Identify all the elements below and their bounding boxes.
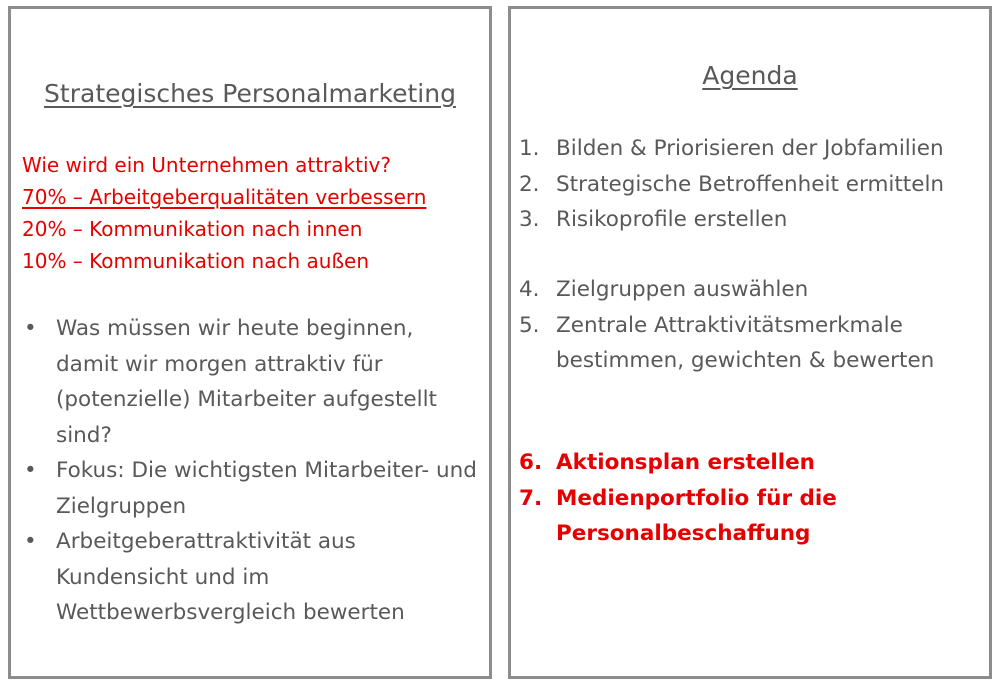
agenda-group-2	[519, 272, 989, 379]
agenda-number: 3.	[519, 207, 540, 232]
agenda-item-5	[519, 308, 989, 379]
agenda-title: Agenda	[702, 61, 798, 90]
left-panel	[8, 6, 492, 679]
agenda-item-4	[519, 272, 989, 308]
agenda-text: Zielgruppen auswählen	[556, 277, 809, 302]
agenda-item-7	[519, 481, 989, 552]
red-line-10: 10% – Kommunikation nach außen	[22, 249, 370, 273]
bullet-text: Was müssen wir heute beginnen, damit wir morgen attraktiv für (potenzielle) Mitarbeiter aufgestellt sind?	[56, 316, 437, 448]
bullet-text: Fokus: Die wichtigsten Mitarbeiter- und Zielgruppen	[56, 458, 477, 519]
agenda-item-1	[519, 131, 989, 167]
bullet-icon: •	[24, 529, 37, 554]
red-line-question: Wie wird ein Unternehmen attraktiv?	[22, 153, 391, 177]
bullet-item	[22, 524, 482, 631]
red-highlight-block	[22, 149, 426, 277]
agenda-group-1	[519, 131, 989, 238]
agenda-text: Risikoprofile erstellen	[556, 207, 788, 232]
red-line-70: 70% – Arbeitgeberqualitäten verbessern	[22, 185, 427, 209]
bullet-icon: •	[24, 458, 37, 483]
agenda-text: Bilden & Priorisieren der Jobfamilien	[556, 136, 944, 161]
bullet-item	[22, 311, 482, 453]
bullet-item	[22, 453, 482, 524]
agenda-number: 5.	[519, 312, 540, 338]
agenda-text: Zentrale Attraktivitätsmerkmale bestimmen, gewichten & bewerten	[556, 312, 935, 373]
bullet-text: Arbeitgeberattraktivität aus Kundensicht und im Wettbewerbsvergleich bewerten	[56, 529, 405, 625]
agenda-item-2	[519, 167, 989, 203]
agenda-item-3	[519, 202, 989, 238]
agenda-number: 2.	[519, 171, 540, 197]
bullet-icon: •	[24, 316, 37, 341]
right-panel	[508, 6, 992, 679]
agenda-text: Aktionsplan erstellen	[556, 450, 815, 475]
agenda-item-6	[519, 445, 989, 481]
agenda-number: 6.	[519, 450, 543, 475]
agenda-text: Medienportfolio für die Personalbeschaffung	[556, 485, 837, 546]
agenda-number: 1.	[519, 136, 540, 161]
agenda-number: 4.	[519, 277, 540, 302]
left-panel-title: Strategisches Personalmarketing	[44, 79, 456, 108]
agenda-text: Strategische Betroffenheit ermitteln	[556, 171, 945, 197]
bullet-list	[22, 311, 482, 631]
agenda-group-3	[519, 445, 989, 552]
red-line-20: 20% – Kommunikation nach innen	[22, 217, 363, 241]
agenda-number: 7.	[519, 485, 543, 511]
